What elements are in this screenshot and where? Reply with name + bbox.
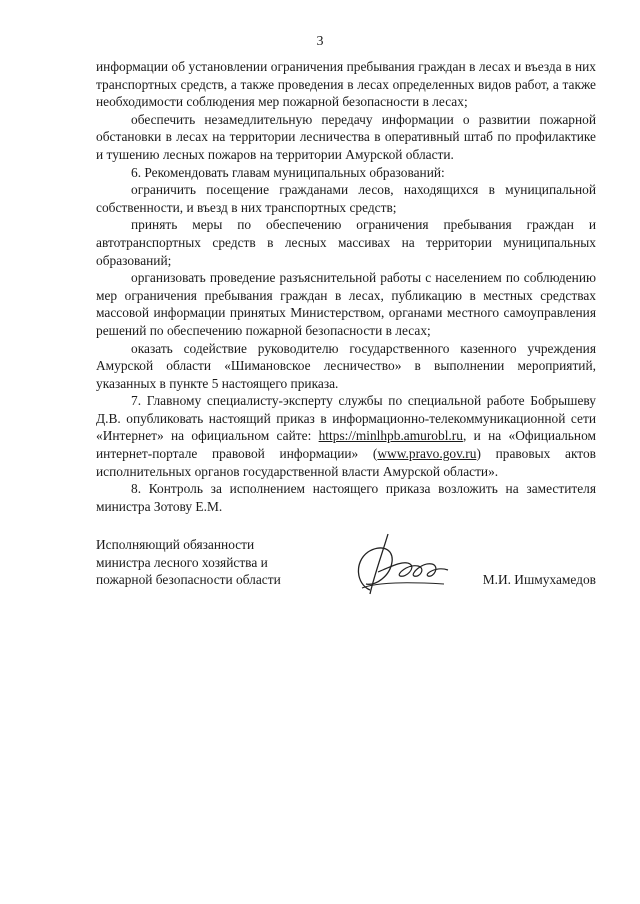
paragraph-assist-forestry: оказать содействие руководителю государственного казенного учреждения Амурской области «Шимановское лесничество» в выполнении мероприятий, указанных в пункте 5 настоящего приказа.: [96, 340, 596, 391]
ministry-site-link[interactable]: https://minlhpb.amurobl.ru: [318, 428, 463, 444]
item-7-text-start: 7. Главному специалисту-эксперту службы по специальной работе Бобрышеву Д.В. опубликовать настоящий приказ в информационно-телекоммуникационной сети «Интернет» на официальном сайте:: [96, 393, 596, 444]
signer-position-line-2: министра лесного хозяйства и: [96, 554, 268, 570]
paragraph-info-restrictions: информации об установлении ограничения пребывания граждан в лесах и въезда в них транспортных средств, а также проведения в лесах определенных видов работ, а также необходимости соблюдения мер пожарной безопасности в лесах;: [96, 59, 596, 110]
paragraph-item-6-heading: 6. Рекомендовать главам муниципальных образований:: [131, 164, 445, 180]
order-body-text: [96, 58, 596, 515]
paragraph-take-measures: принять меры по обеспечению ограничения пребывания граждан и автотранспортных средств в лесных массивах на территории муниципальных образований;: [96, 217, 596, 268]
handwritten-signature: [348, 526, 458, 598]
paragraph-limit-visits: ограничить посещение гражданами лесов, находящихся в муниципальной собственности, и въезд в них транспортных средств;: [96, 182, 596, 215]
signer-name: М.И. Ишмухамедов: [482, 572, 596, 587]
signature-block: [96, 536, 596, 606]
signer-position-line-1: Исполняющий обязанности: [96, 537, 255, 552]
paragraph-item-7-publication: [96, 392, 596, 480]
paragraph-fire-situation-report: обеспечить незамедлительную передачу информации о развитии пожарной обстановки в лесах на территории лесничества в оперативный штаб по профилактике и тушению лесных пожаров на территории Амурской области.: [96, 111, 596, 162]
item-7-text-middle: , и на «Официальном интернет-портале правовой информации» (: [96, 428, 596, 462]
page-number: 3: [316, 34, 324, 49]
paragraph-item-8-control: 8. Контроль за исполнением настоящего приказа возложить на заместителя министра Зотову Е.М.: [96, 481, 596, 514]
item-7-text-end: ) правовых актов исполнительных органов государственной власти Амурской области».: [96, 446, 596, 479]
legal-portal-link[interactable]: www.pravo.gov.ru: [377, 446, 477, 462]
signer-position: [96, 536, 281, 589]
signer-position-line-3: пожарной безопасности области: [96, 572, 281, 588]
paragraph-outreach-work: организовать проведение разъяснительной работы с населением по соблюдению мер ограничения пребывания граждан в лесах, публикацию в местных средствах массовой информации принятых Министерством, органами местного самоуправления решений по обеспечению пожарной безопасности в лесах;: [96, 270, 596, 338]
